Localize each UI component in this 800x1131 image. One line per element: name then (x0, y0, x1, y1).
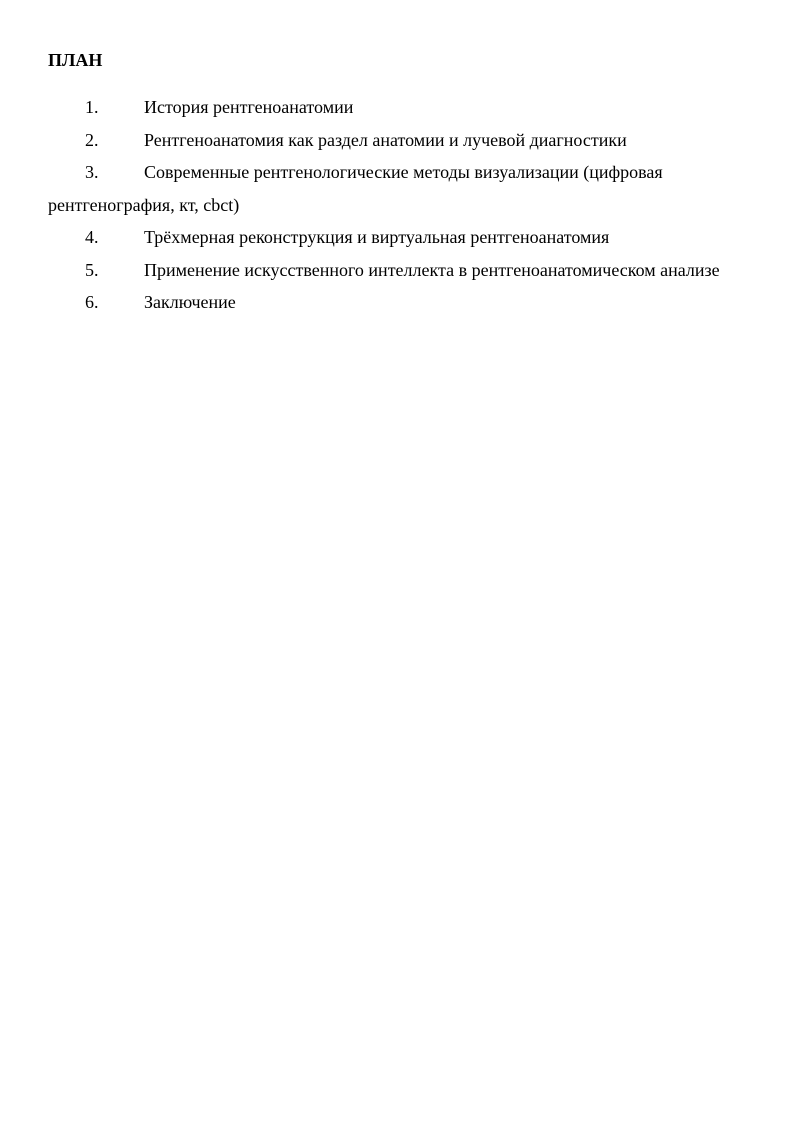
list-item-number: 6. (85, 292, 99, 312)
list-item-number: 5. (85, 259, 99, 280)
list-item-text: Применение искусственного интеллекта в рентгеноанатомическом анализе (144, 259, 720, 280)
page-title: ПЛАН (48, 50, 103, 70)
list-item (48, 124, 758, 157)
list-item-number: 4. (85, 227, 99, 247)
list-item-number: 1. (85, 97, 99, 117)
list-item-number: 2. (85, 129, 99, 150)
list-item-text: Заключение (144, 292, 236, 312)
list-item (48, 221, 758, 254)
list-item-text: История рентгеноанатомии (144, 97, 354, 117)
list-item (48, 286, 758, 319)
list-item (48, 156, 758, 221)
plan-list (48, 91, 758, 319)
list-item-text: Трёхмерная реконструкция и виртуальная рентгеноанатомия (144, 227, 610, 247)
list-item-text: Современные рентгенологические методы визуализации (цифровая рентгенография, кт, cbct) (48, 162, 663, 215)
list-item (48, 254, 758, 287)
list-item-number: 3. (85, 162, 99, 182)
list-item (48, 91, 758, 124)
list-item-text: Рентгеноанатомия как раздел анатомии и лучевой диагностики (144, 129, 627, 150)
